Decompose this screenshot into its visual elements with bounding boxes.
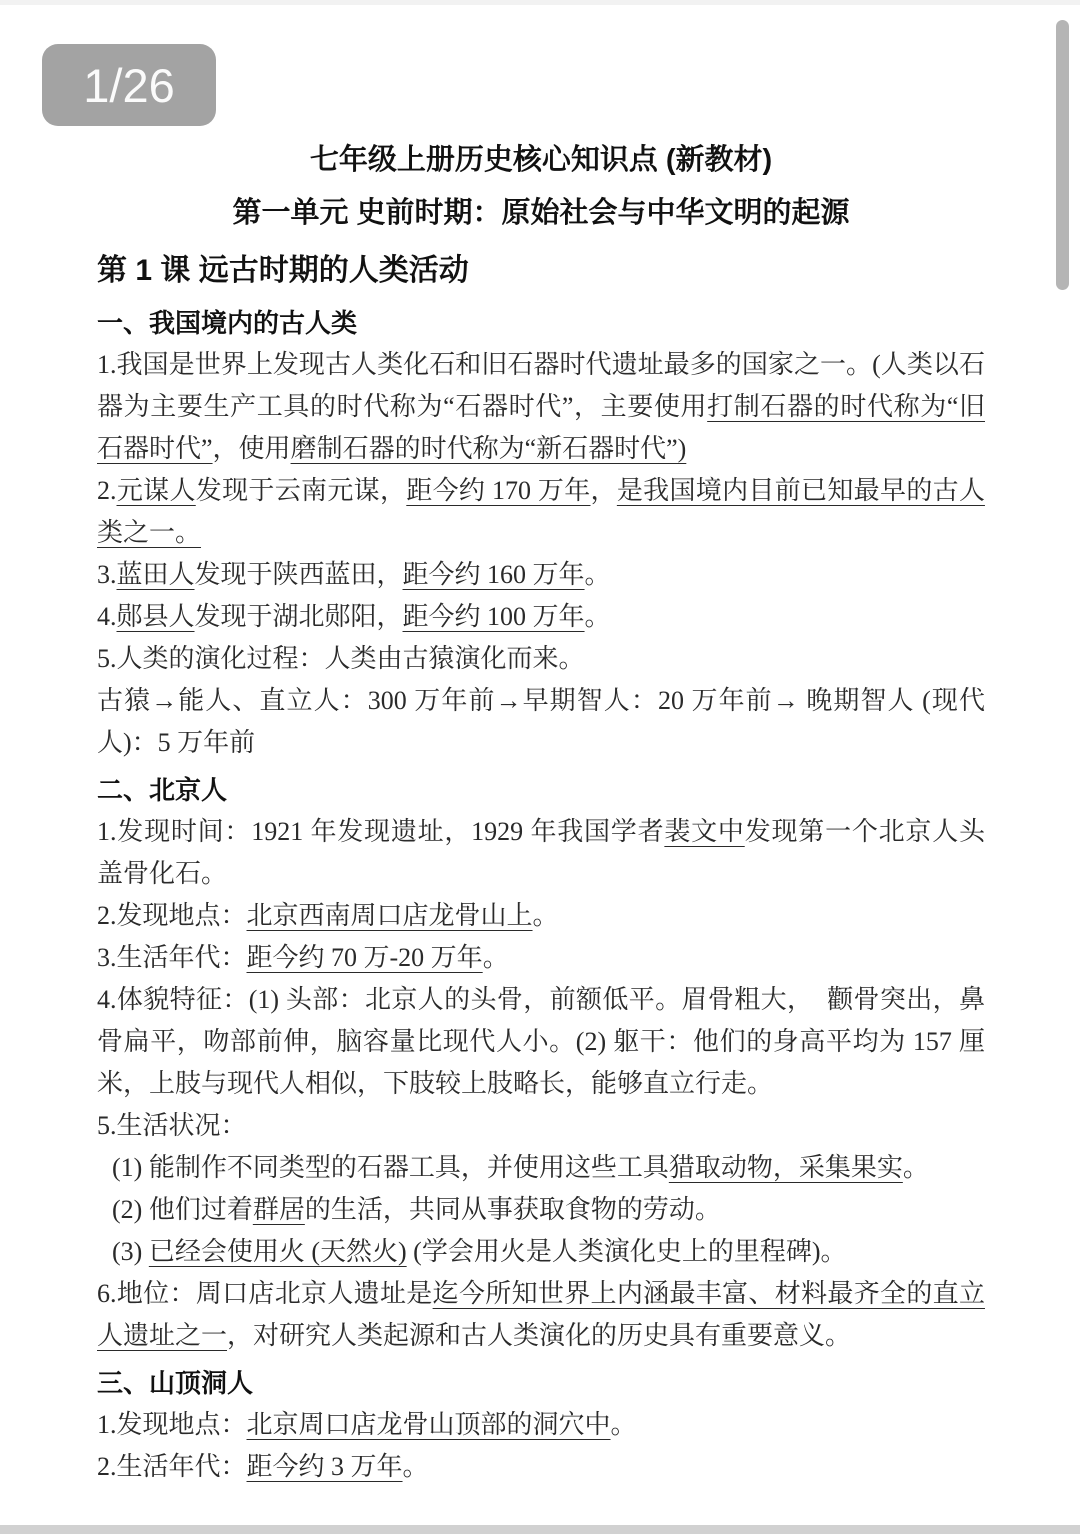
underlined-text: 猎取动物，采集果实 <box>668 1153 903 1182</box>
text-run: (学会用火是人类演化史上的里程碑)。 <box>406 1237 847 1266</box>
text-run: 一、我国境内的古人类 <box>97 308 358 338</box>
text-run: 第 1 课 远古时期的人类活动 <box>97 254 469 287</box>
underlined-text: 群居 <box>252 1195 305 1224</box>
page-indicator-label: 1/26 <box>83 58 175 112</box>
bottom-edge-bar <box>0 1525 1080 1534</box>
text-run: (1) 能制作不同类型的石器工具，并使用这些工具 <box>112 1153 669 1182</box>
document-body <box>97 250 985 1488</box>
underlined-text: 距今约 70 万-20 万年 <box>246 943 483 972</box>
underlined-text: 蓝田人 <box>116 560 195 589</box>
text-run: 。 <box>584 602 611 631</box>
section-heading <box>97 302 985 344</box>
section-heading <box>97 769 985 811</box>
underlined-text: 元谋人 <box>116 476 196 505</box>
paragraph <box>97 895 985 937</box>
paragraph <box>97 470 985 554</box>
text-run: 发现于云南元谋， <box>195 476 407 505</box>
text-run: 发现于湖北郧阳， <box>194 602 403 631</box>
underlined-text: 已经会使用火 (天然火) <box>148 1237 407 1266</box>
document-title: 七年级上册历史核心知识点 (新教材) <box>309 144 773 176</box>
paragraph <box>97 638 985 680</box>
paragraph <box>97 1231 985 1273</box>
text-run: 。 <box>584 560 611 589</box>
text-run: 6.地位：周口店北京人遗址是 <box>97 1279 433 1308</box>
text-run: 发现于陕西蓝田， <box>194 560 403 589</box>
underlined-text: 迄今所知世界上内涵最丰富、材料最齐全的直立人遗址之一 <box>97 1279 985 1350</box>
text-run: 1.发现地点： <box>97 1410 247 1439</box>
paragraph <box>97 1189 985 1231</box>
scrollbar-thumb[interactable] <box>1056 20 1069 290</box>
underlined-text: 距今约 3 万年 <box>246 1452 403 1481</box>
underlined-text: 距今约 100 万年 <box>402 602 585 631</box>
text-run: 古猿→能人、直立人：300 万年前→早期智人：20 万年前→ 晚期智人 (现代人)：5 万年前 <box>97 686 985 757</box>
paragraph <box>97 554 985 596</box>
text-run: 。 <box>532 901 559 930</box>
lesson-heading <box>97 250 985 292</box>
text-run: 。 <box>482 943 509 972</box>
text-run: 1.我国是世界上发现古人类化石和旧石器时代遗址最多的国家之一。(人类以石器为主要生产工具的时代称为“石器时代”，主要使用 <box>97 350 985 421</box>
underlined-text: 距今约 160 万年 <box>402 560 585 589</box>
underlined-text: 距今约 170 万年 <box>406 476 591 505</box>
text-run: 3.生活年代： <box>97 943 247 972</box>
text-run: ，使用 <box>212 434 291 463</box>
underlined-text: 北京周口店龙骨山顶部的洞穴中 <box>246 1410 611 1439</box>
document-subtitle: 第一单元 史前时期：原始社会与中华文明的起源 <box>232 197 850 229</box>
text-run: 2. <box>97 476 117 505</box>
text-run: 。 <box>610 1410 637 1439</box>
paragraph <box>97 1404 985 1446</box>
text-run: (3) <box>112 1237 149 1266</box>
text-run: (2) 他们过着 <box>112 1195 253 1224</box>
paragraph <box>97 1147 985 1189</box>
paragraph <box>97 680 985 764</box>
text-run: 5.人类的演化过程：人类由古猿演化而来。 <box>97 644 585 673</box>
text-run: 三、山顶洞人 <box>97 1368 254 1398</box>
text-run: 。 <box>902 1153 929 1182</box>
text-run: 的生活，共同从事获取食物的劳动。 <box>304 1195 721 1224</box>
underlined-text: 是我国境内目前已知最早的古人类之一。 <box>97 476 985 547</box>
text-run: 4.体貌特征：(1) 头部：北京人的头骨，前额低平。眉骨粗大， 颧骨突出，鼻骨扁平，吻部前伸，脑容量比现代人小。(2) 躯干：他们的身高平均为 157 厘米，上肢与现代人相似，下肢较上肢略长，能够直立行走。 <box>97 985 985 1098</box>
paragraph <box>97 596 985 638</box>
section-heading <box>97 1362 985 1404</box>
underlined-text: 打制石器的时代称为“旧石器时代” <box>97 392 985 463</box>
paragraph <box>97 979 985 1105</box>
underlined-text: 磨制石器的时代称为“新石器时代”) <box>290 434 687 463</box>
paragraph <box>97 937 985 979</box>
text-run: 。 <box>402 1452 429 1481</box>
text-run: 2.生活年代： <box>97 1452 247 1481</box>
paragraph <box>97 811 985 895</box>
underlined-text: 郧县人 <box>116 602 195 631</box>
text-run: 发现第一个北京人头盖骨化石。 <box>97 817 985 888</box>
text-run: 2.发现地点： <box>97 901 247 930</box>
text-run: 5.生活状况： <box>97 1111 247 1140</box>
text-run: 3. <box>97 560 117 589</box>
text-run: ，对研究人类起源和古人类演化的历史具有重要意义。 <box>227 1321 852 1350</box>
text-run: 二、北京人 <box>97 775 228 805</box>
text-run: 4. <box>97 602 117 631</box>
document-content <box>97 0 985 1488</box>
paragraph <box>97 344 985 470</box>
paragraph <box>97 1105 985 1147</box>
underlined-text: 裴文中 <box>664 817 745 846</box>
paragraph <box>97 1446 985 1488</box>
underlined-text: 北京西南周口店龙骨山上 <box>246 901 533 930</box>
text-run: ， <box>590 476 617 505</box>
paragraph <box>97 1273 985 1357</box>
text-run: 1.发现时间：1921 年发现遗址，1929 年我国学者 <box>97 817 665 846</box>
